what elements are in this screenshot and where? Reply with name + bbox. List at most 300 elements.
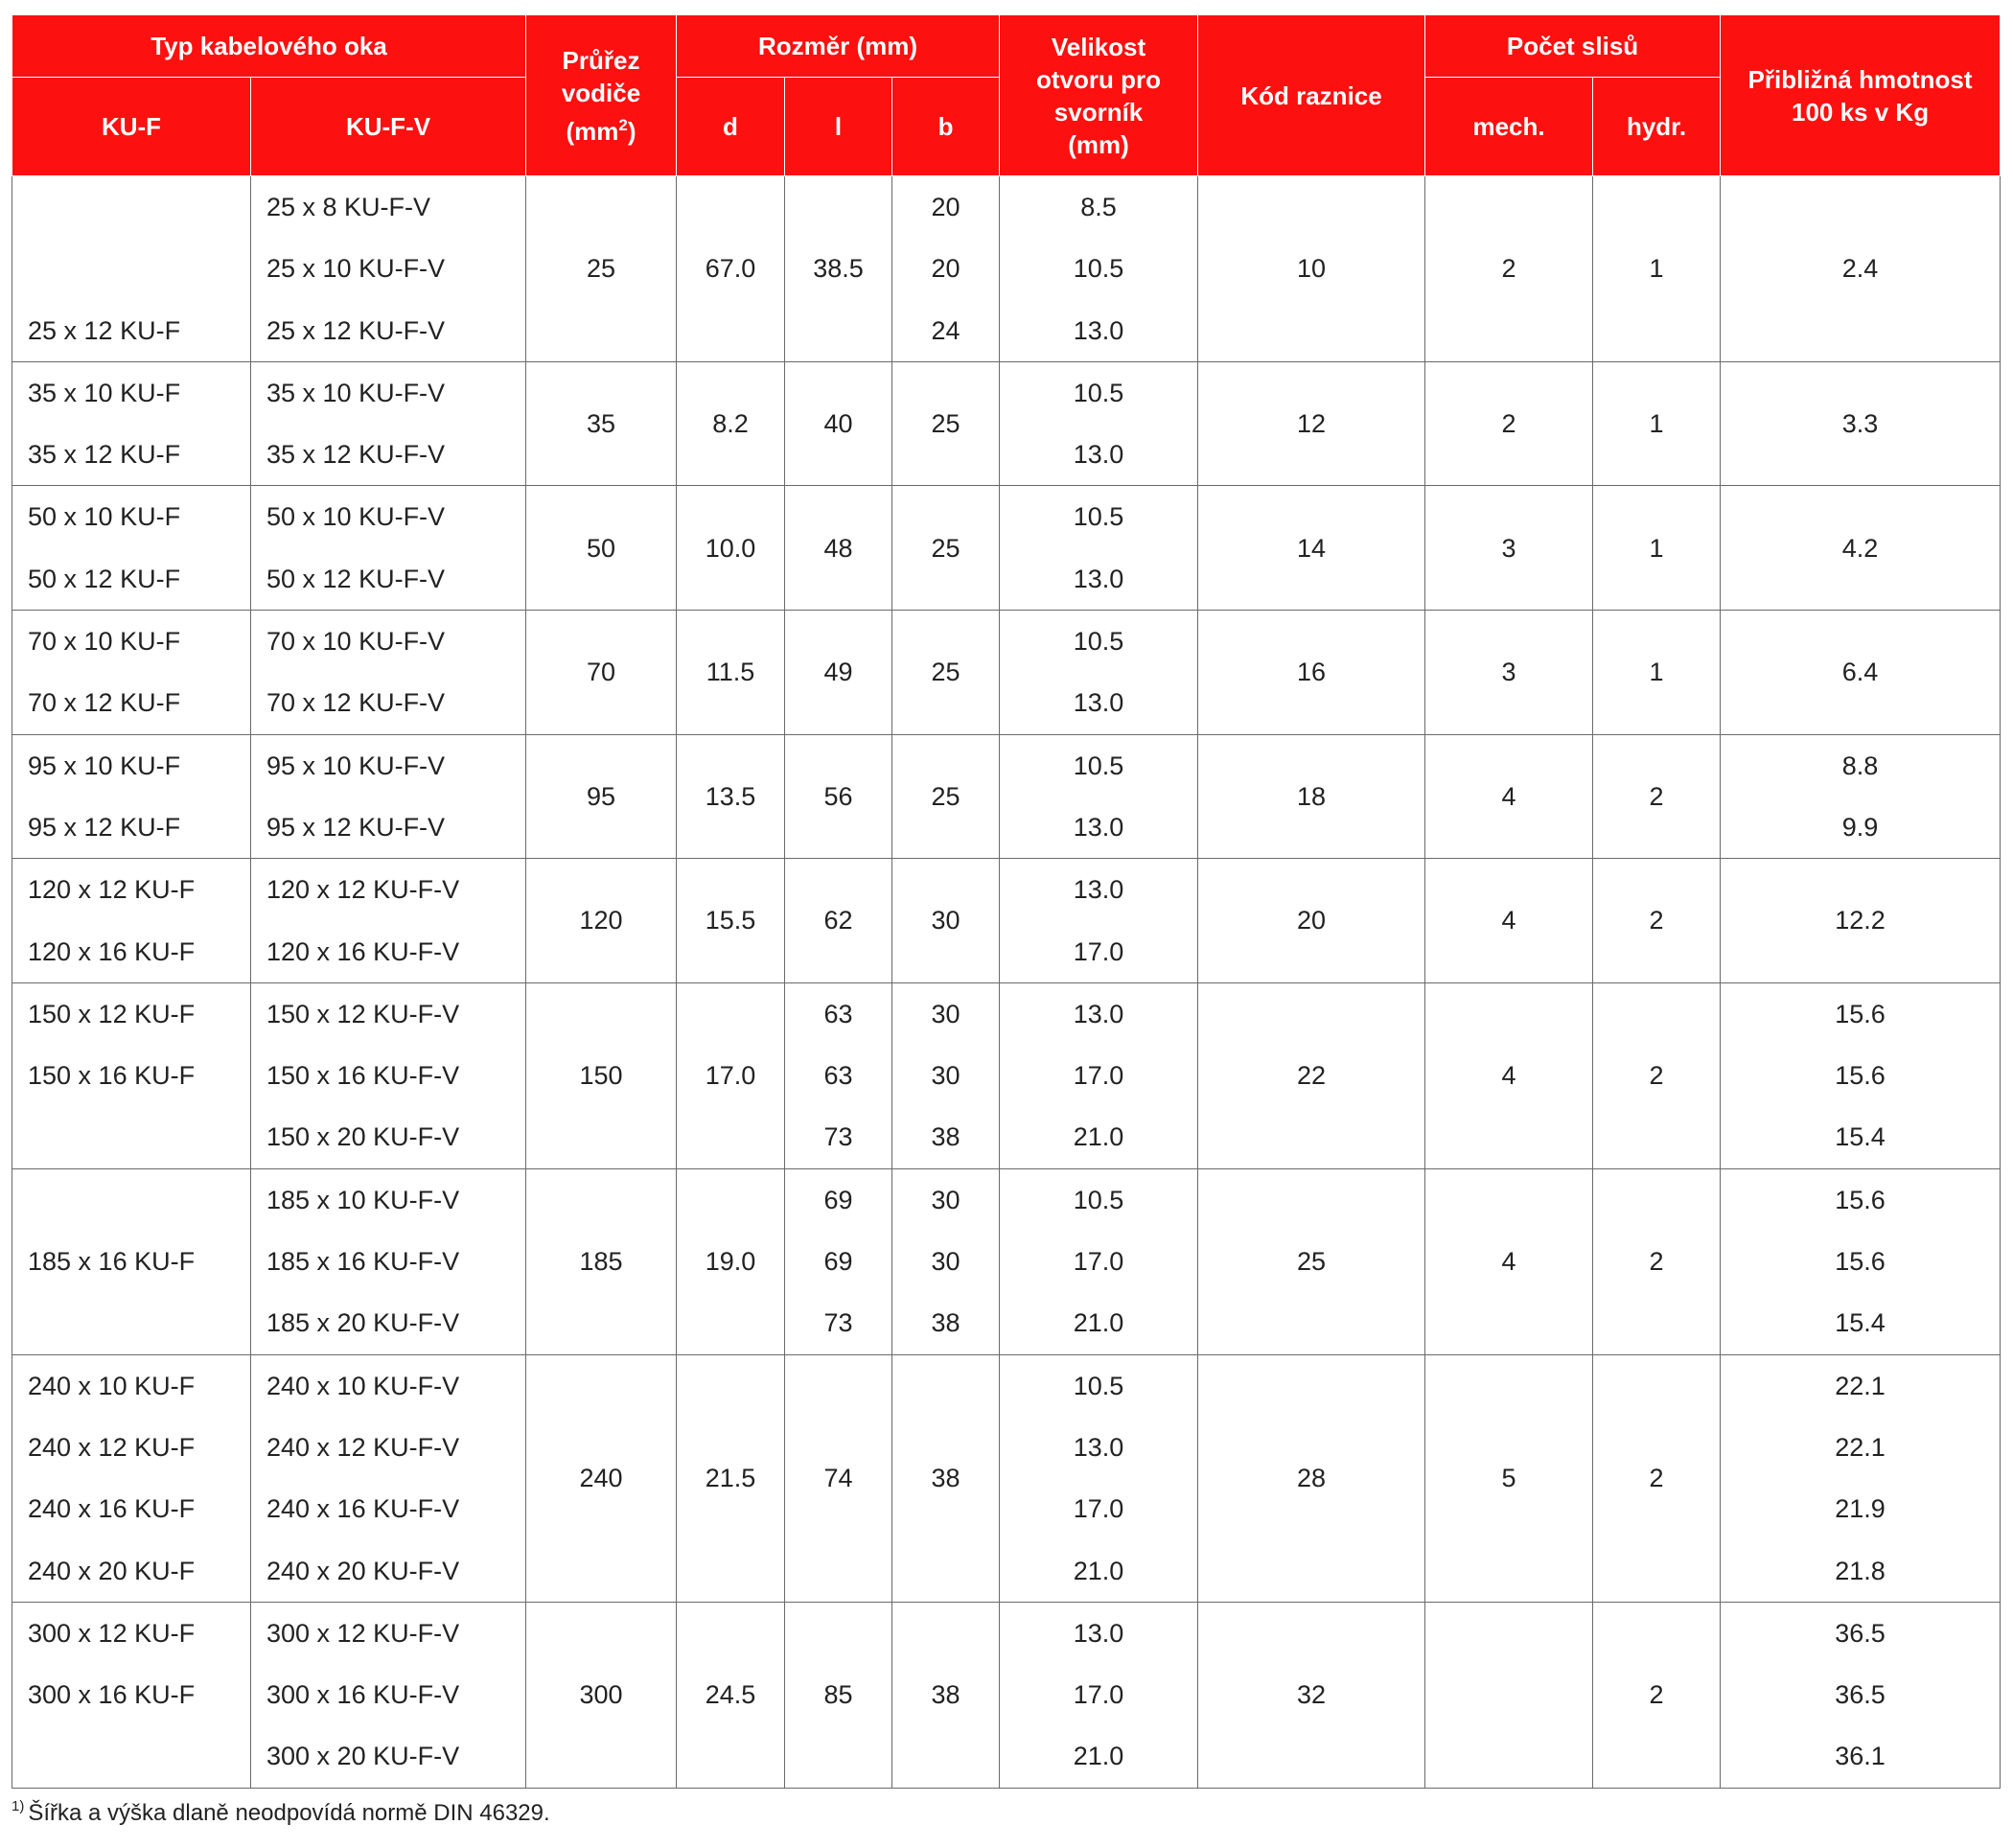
otvor-value: 13.0 <box>1073 688 1124 718</box>
cell-hydr <box>1593 982 1721 1168</box>
cell-prurez <box>526 1602 677 1788</box>
cell-l <box>785 611 892 735</box>
hmotnost-value: 22.1 <box>1835 1432 1886 1462</box>
d-value: 15.5 <box>705 906 756 936</box>
kuf-value: 120 x 12 KU-F <box>28 875 196 905</box>
otvor-value: 13.0 <box>1073 440 1124 470</box>
kuf-value: 95 x 12 KU-F <box>28 812 181 842</box>
kufv-value: 185 x 16 KU-F-V <box>266 1247 460 1277</box>
cell-l <box>785 1168 892 1354</box>
footnote-mark: 1) <box>12 1798 25 1814</box>
cell-prurez <box>526 1354 677 1602</box>
kufv-value: 120 x 16 KU-F-V <box>266 936 460 966</box>
cell-kufv <box>251 982 526 1168</box>
cell-kod <box>1198 1354 1425 1602</box>
header-ku-f-v: KU-F-V <box>251 78 526 176</box>
cell-hmotnost <box>1721 1168 2001 1354</box>
cell-otvor <box>1000 734 1198 859</box>
cell-kuf <box>12 611 251 735</box>
otvor-value: 13.0 <box>1073 1432 1124 1462</box>
cell-otvor <box>1000 1602 1198 1788</box>
b-value: 25 <box>931 533 960 563</box>
cell-hmotnost <box>1721 734 2001 859</box>
b-value: 38 <box>931 1308 960 1338</box>
hmotnost-value: 15.6 <box>1835 999 1886 1028</box>
kod-value: 28 <box>1297 1464 1327 1493</box>
hmotnost-value: 15.6 <box>1835 1247 1886 1277</box>
cell-kufv <box>251 1602 526 1788</box>
cell-hmotnost <box>1721 982 2001 1168</box>
cell-l <box>785 361 892 486</box>
kuf-value: 185 x 16 KU-F <box>28 1247 196 1277</box>
cell-l <box>785 1354 892 1602</box>
header-ku-f: KU-F <box>12 78 251 176</box>
d-value: 10.0 <box>705 533 756 563</box>
b-value: 25 <box>931 409 960 439</box>
b-value: 30 <box>931 1061 960 1091</box>
kuf-value: 240 x 12 KU-F <box>28 1432 196 1462</box>
header-l: l <box>785 78 892 176</box>
cell-mech <box>1425 176 1593 362</box>
b-value: 30 <box>931 1247 960 1277</box>
cell-kuf <box>12 982 251 1168</box>
mech-value: 2 <box>1501 254 1516 284</box>
kuf-value: 70 x 10 KU-F <box>28 627 181 657</box>
kuf-value <box>28 176 250 238</box>
l-value: 63 <box>823 999 853 1028</box>
header-pocet-slisu: Počet slisů <box>1425 15 1721 78</box>
b-value: 30 <box>931 1185 960 1214</box>
hydr-value: 1 <box>1649 254 1664 284</box>
cell-d <box>677 1354 785 1602</box>
cell-b <box>892 486 1000 611</box>
cell-hmotnost <box>1721 1602 2001 1788</box>
b-value: 30 <box>931 999 960 1028</box>
header-rozmer: Rozměr (mm) <box>677 15 1000 78</box>
cell-b <box>892 859 1000 983</box>
table-row <box>12 1354 2001 1602</box>
otvor-value: 17.0 <box>1073 1061 1124 1091</box>
cell-d <box>677 361 785 486</box>
cell-d <box>677 1602 785 1788</box>
hydr-value: 2 <box>1649 1247 1664 1277</box>
cell-hmotnost <box>1721 859 2001 983</box>
cell-mech <box>1425 1354 1593 1602</box>
cell-l <box>785 1602 892 1788</box>
kuf-value: 70 x 12 KU-F <box>28 688 181 718</box>
kuf-value: 300 x 16 KU-F <box>28 1680 196 1710</box>
cell-mech <box>1425 486 1593 611</box>
cell-kod <box>1198 859 1425 983</box>
cell-l <box>785 859 892 983</box>
cell-hmotnost <box>1721 176 2001 362</box>
cell-l <box>785 734 892 859</box>
hmotnost-value: 8.8 <box>1841 751 1879 780</box>
cell-kufv <box>251 1168 526 1354</box>
cell-kod <box>1198 611 1425 735</box>
kod-value: 16 <box>1297 658 1327 687</box>
table-row <box>12 611 2001 735</box>
cable-lug-spec-table <box>12 14 2001 1789</box>
prurez-value: 70 <box>586 658 616 687</box>
cell-kuf <box>12 1602 251 1788</box>
table-row <box>12 734 2001 859</box>
otvor-value: 10.5 <box>1073 1185 1124 1214</box>
hmotnost-value: 36.1 <box>1835 1742 1886 1771</box>
otvor-value: 13.0 <box>1073 564 1124 593</box>
cell-otvor <box>1000 486 1198 611</box>
header-mech: mech. <box>1425 78 1593 176</box>
l-value: 38.5 <box>813 254 864 284</box>
cell-otvor <box>1000 611 1198 735</box>
cell-otvor <box>1000 859 1198 983</box>
cell-mech <box>1425 859 1593 983</box>
header-hmotnost: Přibližná hmotnost 100 ks v Kg <box>1721 15 2001 176</box>
kufv-value: 185 x 10 KU-F-V <box>266 1185 460 1214</box>
cell-hydr <box>1593 734 1721 859</box>
hmotnost-value: 12.2 <box>1835 906 1886 936</box>
cell-kod <box>1198 982 1425 1168</box>
table-row <box>12 1602 2001 1788</box>
cell-kufv <box>251 1354 526 1602</box>
kod-value: 18 <box>1297 781 1327 811</box>
kuf-value: 120 x 16 KU-F <box>28 936 196 966</box>
kufv-value: 240 x 16 KU-F-V <box>266 1494 460 1524</box>
cell-mech <box>1425 1602 1593 1788</box>
otvor-value: 17.0 <box>1073 1247 1124 1277</box>
mech-value: 4 <box>1501 1061 1516 1091</box>
cell-kuf <box>12 486 251 611</box>
mech-value: 3 <box>1501 658 1516 687</box>
kufv-value: 240 x 20 KU-F-V <box>266 1556 460 1585</box>
cell-d <box>677 611 785 735</box>
l-value: 48 <box>823 533 853 563</box>
cell-kod <box>1198 734 1425 859</box>
table-row <box>12 1168 2001 1354</box>
hmotnost-value: 15.4 <box>1835 1122 1886 1152</box>
kuf-value: 240 x 20 KU-F <box>28 1556 196 1585</box>
mech-value: 5 <box>1501 1464 1516 1493</box>
l-value: 56 <box>823 781 853 811</box>
cell-kuf <box>12 361 251 486</box>
l-value: 74 <box>823 1464 853 1493</box>
prurez-value: 150 <box>579 1061 623 1091</box>
kufv-value: 150 x 12 KU-F-V <box>266 999 460 1028</box>
hmotnost-value: 15.6 <box>1835 1061 1886 1091</box>
cell-b <box>892 361 1000 486</box>
cell-b <box>892 176 1000 362</box>
hmotnost-value: 4.2 <box>1841 533 1879 563</box>
kuf-value: 50 x 12 KU-F <box>28 564 181 593</box>
kufv-value: 70 x 10 KU-F-V <box>266 627 446 657</box>
cell-mech <box>1425 982 1593 1168</box>
cell-d <box>677 982 785 1168</box>
cell-l <box>785 486 892 611</box>
cell-hydr <box>1593 1354 1721 1602</box>
table-body <box>12 176 2001 1789</box>
otvor-value: 13.0 <box>1073 1618 1124 1648</box>
cell-prurez <box>526 859 677 983</box>
prurez-value: 300 <box>579 1680 623 1710</box>
cell-mech <box>1425 611 1593 735</box>
mech-value: 2 <box>1501 409 1516 439</box>
cell-hydr <box>1593 486 1721 611</box>
cell-kufv <box>251 859 526 983</box>
table-row <box>12 982 2001 1168</box>
kuf-value: 150 x 12 KU-F <box>28 999 196 1028</box>
otvor-value: 10.5 <box>1073 751 1124 780</box>
cell-hmotnost <box>1721 361 2001 486</box>
cell-kufv <box>251 486 526 611</box>
header-kod-raznice: Kód raznice <box>1198 15 1425 176</box>
hmotnost-value: 2.4 <box>1841 254 1879 284</box>
hmotnost-value: 22.1 <box>1835 1371 1886 1400</box>
otvor-value: 13.0 <box>1073 812 1124 842</box>
l-value: 69 <box>823 1247 853 1277</box>
cell-prurez <box>526 486 677 611</box>
hydr-value: 1 <box>1649 409 1664 439</box>
prurez-value: 50 <box>586 533 616 563</box>
cell-kod <box>1198 1602 1425 1788</box>
footnote-text: Šířka a výška dlaně neodpovídá normě DIN 46329. <box>28 1800 550 1826</box>
b-value: 20 <box>931 193 960 221</box>
hmotnost-value: 36.5 <box>1835 1618 1886 1648</box>
hydr-value: 2 <box>1649 781 1664 811</box>
cell-otvor <box>1000 1168 1198 1354</box>
kuf-value <box>28 1106 250 1167</box>
d-value: 11.5 <box>706 658 755 687</box>
otvor-value: 17.0 <box>1073 1680 1124 1710</box>
cell-hmotnost <box>1721 486 2001 611</box>
otvor-value: 17.0 <box>1073 936 1124 966</box>
l-value: 85 <box>823 1680 853 1710</box>
kufv-value: 300 x 16 KU-F-V <box>266 1680 460 1710</box>
l-value: 49 <box>823 658 853 687</box>
otvor-value: 8.5 <box>1080 193 1117 221</box>
b-value: 38 <box>931 1464 960 1493</box>
d-value: 8.2 <box>712 409 749 439</box>
kufv-value: 300 x 12 KU-F-V <box>266 1618 460 1648</box>
cell-kuf <box>12 1354 251 1602</box>
kod-value: 10 <box>1297 254 1327 284</box>
cell-hydr <box>1593 1168 1721 1354</box>
kod-value: 25 <box>1297 1247 1327 1277</box>
l-value: 62 <box>823 906 853 936</box>
kufv-value: 35 x 12 KU-F-V <box>266 440 446 470</box>
hydr-value: 1 <box>1649 533 1664 563</box>
l-value: 40 <box>823 409 853 439</box>
cell-kufv <box>251 361 526 486</box>
otvor-value: 13.0 <box>1073 315 1124 345</box>
kuf-value: 50 x 10 KU-F <box>28 502 181 532</box>
d-value: 13.5 <box>705 781 756 811</box>
otvor-value: 21.0 <box>1073 1556 1124 1585</box>
cell-otvor <box>1000 361 1198 486</box>
cell-l <box>785 176 892 362</box>
hydr-value: 2 <box>1649 1464 1664 1493</box>
kod-value: 22 <box>1297 1061 1327 1091</box>
cell-prurez <box>526 361 677 486</box>
d-value: 24.5 <box>705 1680 756 1710</box>
otvor-value: 21.0 <box>1073 1742 1124 1771</box>
kod-value: 20 <box>1297 906 1327 936</box>
hmotnost-value: 15.4 <box>1835 1308 1886 1338</box>
table-row <box>12 486 2001 611</box>
cell-kufv <box>251 734 526 859</box>
otvor-value: 13.0 <box>1073 999 1124 1028</box>
cell-hydr <box>1593 859 1721 983</box>
cell-hmotnost <box>1721 611 2001 735</box>
cell-prurez <box>526 611 677 735</box>
kufv-value: 95 x 10 KU-F-V <box>266 751 446 780</box>
cell-prurez <box>526 982 677 1168</box>
otvor-value: 10.5 <box>1073 378 1124 407</box>
footnote <box>12 1798 550 1827</box>
prurez-value: 25 <box>586 254 616 284</box>
l-value: 73 <box>823 1122 853 1152</box>
cell-prurez <box>526 1168 677 1354</box>
hmotnost-value: 21.9 <box>1835 1494 1886 1524</box>
cell-b <box>892 1168 1000 1354</box>
kufv-value: 185 x 20 KU-F-V <box>266 1308 460 1338</box>
kuf-value: 240 x 10 KU-F <box>28 1371 196 1400</box>
hmotnost-value: 3.3 <box>1841 409 1879 439</box>
otvor-value: 10.5 <box>1073 627 1124 657</box>
l-value: 69 <box>823 1185 853 1214</box>
cell-kuf <box>12 859 251 983</box>
kufv-value: 25 x 10 KU-F-V <box>266 254 446 284</box>
kuf-value: 240 x 16 KU-F <box>28 1494 196 1524</box>
cell-b <box>892 1354 1000 1602</box>
b-value: 20 <box>931 254 960 284</box>
cell-hmotnost <box>1721 1354 2001 1602</box>
header-hydr: hydr. <box>1593 78 1721 176</box>
d-value: 19.0 <box>705 1247 756 1277</box>
hydr-value: 2 <box>1649 1061 1664 1091</box>
b-value: 38 <box>931 1122 960 1152</box>
kuf-value: 150 x 16 KU-F <box>28 1061 196 1091</box>
cell-b <box>892 611 1000 735</box>
kod-value: 12 <box>1297 409 1327 439</box>
cell-b <box>892 982 1000 1168</box>
mech-value: 3 <box>1501 533 1516 563</box>
d-value: 21.5 <box>705 1464 756 1493</box>
hydr-value: 2 <box>1649 906 1664 936</box>
header-typ: Typ kabelového oka <box>12 15 526 78</box>
d-value: 17.0 <box>705 1061 756 1091</box>
cell-mech <box>1425 1168 1593 1354</box>
cell-hydr <box>1593 361 1721 486</box>
cell-prurez <box>526 176 677 362</box>
kufv-value: 240 x 12 KU-F-V <box>266 1432 460 1462</box>
table-header <box>12 15 2001 176</box>
cell-kufv <box>251 611 526 735</box>
prurez-value: 95 <box>586 781 616 811</box>
cell-hydr <box>1593 611 1721 735</box>
cell-l <box>785 982 892 1168</box>
kufv-value: 70 x 12 KU-F-V <box>266 688 446 718</box>
b-value: 24 <box>931 315 960 345</box>
mech-value: 4 <box>1501 1247 1516 1277</box>
cell-d <box>677 486 785 611</box>
kuf-value: 25 x 12 KU-F <box>28 315 181 345</box>
kuf-value <box>28 1725 250 1787</box>
header-velikost-otvoru: Velikost otvoru pro svorník (mm) <box>1000 15 1198 176</box>
cell-kuf <box>12 176 251 362</box>
l-value: 73 <box>823 1308 853 1338</box>
kuf-value: 95 x 10 KU-F <box>28 751 181 780</box>
cell-d <box>677 734 785 859</box>
cell-hydr <box>1593 1602 1721 1788</box>
otvor-value: 13.0 <box>1073 875 1124 905</box>
cell-prurez <box>526 734 677 859</box>
header-b: b <box>892 78 1000 176</box>
cell-kod <box>1198 361 1425 486</box>
kufv-value: 300 x 20 KU-F-V <box>266 1742 460 1771</box>
kufv-value: 120 x 12 KU-F-V <box>266 875 460 905</box>
kufv-value: 50 x 12 KU-F-V <box>266 564 446 593</box>
hmotnost-value: 21.8 <box>1835 1556 1886 1585</box>
cell-otvor <box>1000 176 1198 362</box>
cell-kod <box>1198 1168 1425 1354</box>
otvor-value: 10.5 <box>1073 1371 1124 1400</box>
cell-otvor <box>1000 982 1198 1168</box>
kufv-value: 25 x 12 KU-F-V <box>266 315 446 345</box>
cell-d <box>677 859 785 983</box>
mech-value: 4 <box>1501 906 1516 936</box>
cell-mech <box>1425 734 1593 859</box>
kufv-value: 95 x 12 KU-F-V <box>266 812 446 842</box>
b-value: 25 <box>931 658 960 687</box>
hmotnost-value: 36.5 <box>1835 1680 1886 1710</box>
cell-b <box>892 1602 1000 1788</box>
cell-kufv <box>251 176 526 362</box>
cell-d <box>677 176 785 362</box>
prurez-value: 120 <box>579 906 623 936</box>
table-row <box>12 176 2001 362</box>
table-row <box>12 361 2001 486</box>
kufv-value: 50 x 10 KU-F-V <box>266 502 446 532</box>
hydr-value: 1 <box>1649 658 1664 687</box>
prurez-value: 185 <box>579 1247 623 1277</box>
hmotnost-value: 9.9 <box>1841 812 1879 842</box>
d-value: 67.0 <box>705 254 756 284</box>
b-value: 25 <box>931 781 960 811</box>
cell-hydr <box>1593 176 1721 362</box>
kufv-value: 150 x 16 KU-F-V <box>266 1061 460 1091</box>
cell-kod <box>1198 176 1425 362</box>
cell-b <box>892 734 1000 859</box>
cell-otvor <box>1000 1354 1198 1602</box>
kuf-value: 300 x 12 KU-F <box>28 1618 196 1648</box>
header-prurez: Průřez vodiče $(mm^2)$ <box>526 15 677 176</box>
l-value: 63 <box>823 1061 853 1091</box>
prurez-value: 35 <box>586 409 616 439</box>
cell-kod <box>1198 486 1425 611</box>
cell-mech <box>1425 361 1593 486</box>
otvor-value: 10.5 <box>1073 254 1124 284</box>
mech-value <box>1425 1664 1592 1725</box>
kufv-value: 240 x 10 KU-F-V <box>266 1371 460 1400</box>
otvor-value: 21.0 <box>1073 1308 1124 1338</box>
otvor-value: 21.0 <box>1073 1122 1124 1152</box>
b-value: 30 <box>931 906 960 936</box>
kufv-value: 25 x 8 KU-F-V <box>266 193 431 221</box>
b-value: 38 <box>931 1680 960 1710</box>
kufv-value: 35 x 10 KU-F-V <box>266 378 446 407</box>
kuf-value <box>28 238 250 299</box>
cell-d <box>677 1168 785 1354</box>
